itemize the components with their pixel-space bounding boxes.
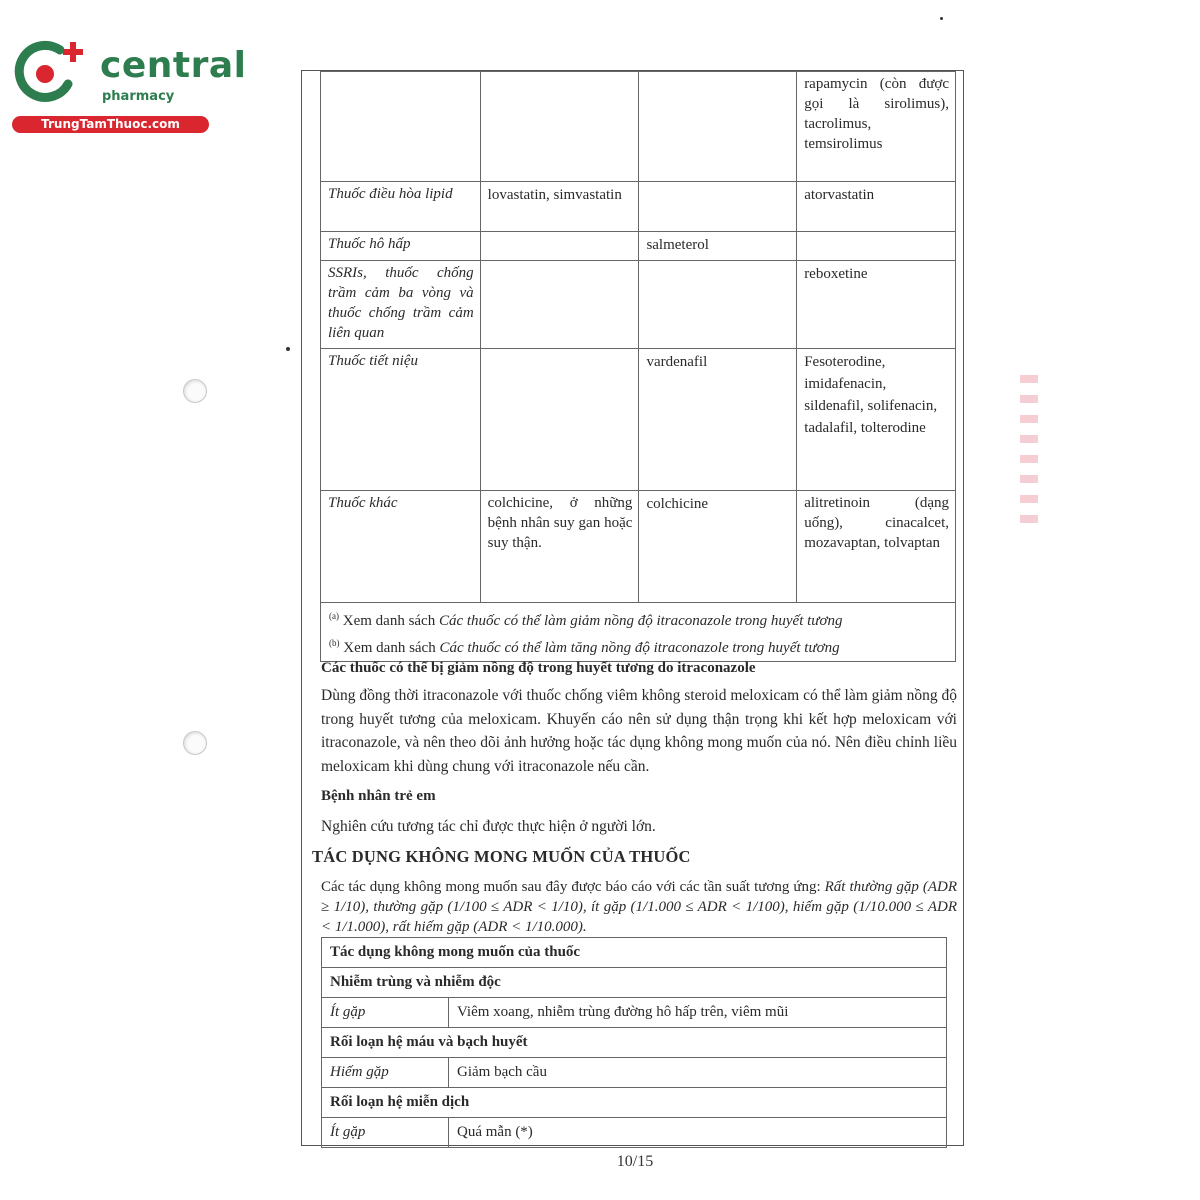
- adverse-frequency-definitions: Rất thường gặp (ADR ≥ 1/10), thường gặp (1/100 ≤ ADR < 1/10), ít gặp (1/1.000 ≤ ADR < 1/100), hiếm gặp (1/10.000 ≤ ADR < 1/1.000), rất hiếm gặp (ADR < 1/10.000).: [321, 879, 957, 935]
- table-cell: lovastatin, simvastatin: [480, 182, 639, 232]
- table-cell: vardenafil: [639, 349, 797, 491]
- category-cell: [321, 72, 481, 182]
- red-stamp-edge: [1020, 375, 1038, 525]
- table-cell: [639, 72, 797, 182]
- table-row: [321, 261, 956, 349]
- pharmacy-cross-icon: [12, 40, 88, 104]
- footnote-a: [329, 605, 947, 632]
- table-cell: reboxetine: [797, 261, 956, 349]
- category-cell: Thuốc tiết niệu: [321, 349, 481, 491]
- table-row: [322, 1058, 947, 1088]
- category-cell: SSRIs, thuốc chống trầm cảm ba vòng và thuốc chống trầm cảm liên quan: [321, 261, 481, 349]
- punch-hole-icon: [183, 731, 207, 755]
- effect-cell: Viêm xoang, nhiễm trùng đường hô hấp trên, viêm mũi: [449, 998, 947, 1028]
- category-cell: Thuốc hô hấp: [321, 232, 481, 261]
- logo-name: central: [100, 45, 247, 86]
- punch-hole-icon: [183, 379, 207, 403]
- table-cell: rapamycin (còn được gọi là sirolimus), tacrolimus, temsirolimus: [797, 72, 956, 182]
- table-row: [322, 1028, 947, 1058]
- table-cell: Fesoterodine, imidafenacin, sildenafil, solifenacin, tadalafil, tolterodine: [797, 349, 956, 491]
- central-pharmacy-logo[interactable]: [12, 38, 247, 138]
- table-cell: colchicine: [639, 491, 797, 603]
- category-cell: Thuốc khác: [321, 491, 481, 603]
- group-title: Nhiễm trùng và nhiễm độc: [322, 968, 947, 998]
- table-row: [321, 182, 956, 232]
- table-cell: [480, 72, 639, 182]
- table-header: Tác dụng không mong muốn của thuốc: [322, 938, 947, 968]
- page-number: 10/15: [616, 1153, 654, 1170]
- footnote-prefix: Xem danh sách: [339, 613, 439, 629]
- scan-dot: [286, 347, 290, 351]
- footnote-prefix: Xem danh sách: [339, 640, 440, 656]
- table-cell: [639, 261, 797, 349]
- table-cell: [797, 232, 956, 261]
- scan-dot: [940, 17, 943, 20]
- table-row: [321, 349, 956, 491]
- table-row: [321, 72, 956, 182]
- table-row: [322, 1088, 947, 1118]
- drug-interaction-table: [320, 71, 956, 662]
- logo-subtitle: pharmacy: [102, 89, 175, 104]
- group-title: Rối loạn hệ miễn dịch: [322, 1088, 947, 1118]
- table-row: [322, 1118, 947, 1148]
- table-cell: alitretinoin (dạng uống), cinacalcet, mozavaptan, tolvaptan: [797, 491, 956, 603]
- frequency-cell: Ít gặp: [322, 1118, 449, 1148]
- footnote-b: [329, 632, 947, 659]
- table-row: [322, 968, 947, 998]
- document-page: [301, 70, 964, 1146]
- table-cell: atorvastatin: [797, 182, 956, 232]
- table-cell: salmeterol: [639, 232, 797, 261]
- effect-cell: Quá mẫn (*): [449, 1118, 947, 1148]
- footnote-link-text: Các thuốc có thể làm tăng nồng độ itraconazole trong huyết tương: [439, 640, 840, 656]
- table-row: [321, 232, 956, 261]
- footnote-link-text: Các thuốc có thể làm giảm nồng độ itraconazole trong huyết tương: [438, 613, 843, 629]
- footnote-mark: (b): [329, 638, 340, 648]
- decrease-paragraph: Dùng đồng thời itraconazole với thuốc chống viêm không steroid meloxicam có thể làm giảm nồng độ trong huyết tương của meloxicam. Khuyến cáo nên sử dụng thận trọng khi kết hợp meloxicam với itraconazole, và nên theo dõi ảnh hưởng hoặc tác dụng không mong muốn của nó. Nên điều chỉnh liều meloxicam khi dùng chung với itraconazole nếu cần.: [321, 687, 957, 775]
- pediatric-heading: Bệnh nhân trẻ em: [321, 788, 436, 804]
- logo-url-badge[interactable]: TrungTamThuoc.com: [12, 116, 209, 133]
- adverse-intro-prefix: Các tác dụng không mong muốn sau đây được báo cáo với các tần suất tương ứng:: [321, 879, 825, 895]
- adverse-effects-table: [321, 937, 947, 1148]
- table-footnote-row: [321, 603, 956, 662]
- group-title: Rối loạn hệ máu và bạch huyết: [322, 1028, 947, 1058]
- adverse-intro: [321, 877, 957, 937]
- frequency-cell: Ít gặp: [322, 998, 449, 1028]
- adverse-section-title: TÁC DỤNG KHÔNG MONG MUỐN CỦA THUỐC: [312, 847, 691, 866]
- table-cell: [480, 349, 639, 491]
- table-row: [321, 491, 956, 603]
- table-cell: [639, 182, 797, 232]
- table-cell: colchicine, ở những bệnh nhân suy gan hoặc suy thận.: [480, 491, 639, 603]
- table-cell: [480, 261, 639, 349]
- category-cell: Thuốc điều hòa lipid: [321, 182, 481, 232]
- table-row: [322, 998, 947, 1028]
- footnote-cell: [321, 603, 956, 662]
- frequency-cell: Hiếm gặp: [322, 1058, 449, 1088]
- decrease-heading: Các thuốc có thể bị giảm nồng độ trong huyết tương do itraconazole: [321, 660, 756, 676]
- table-row: [322, 938, 947, 968]
- effect-cell: Giảm bạch cầu: [449, 1058, 947, 1088]
- table-cell: [480, 232, 639, 261]
- pediatric-paragraph: Nghiên cứu tương tác chỉ được thực hiện ở người lớn.: [321, 818, 656, 835]
- footnote-mark: (a): [329, 611, 339, 621]
